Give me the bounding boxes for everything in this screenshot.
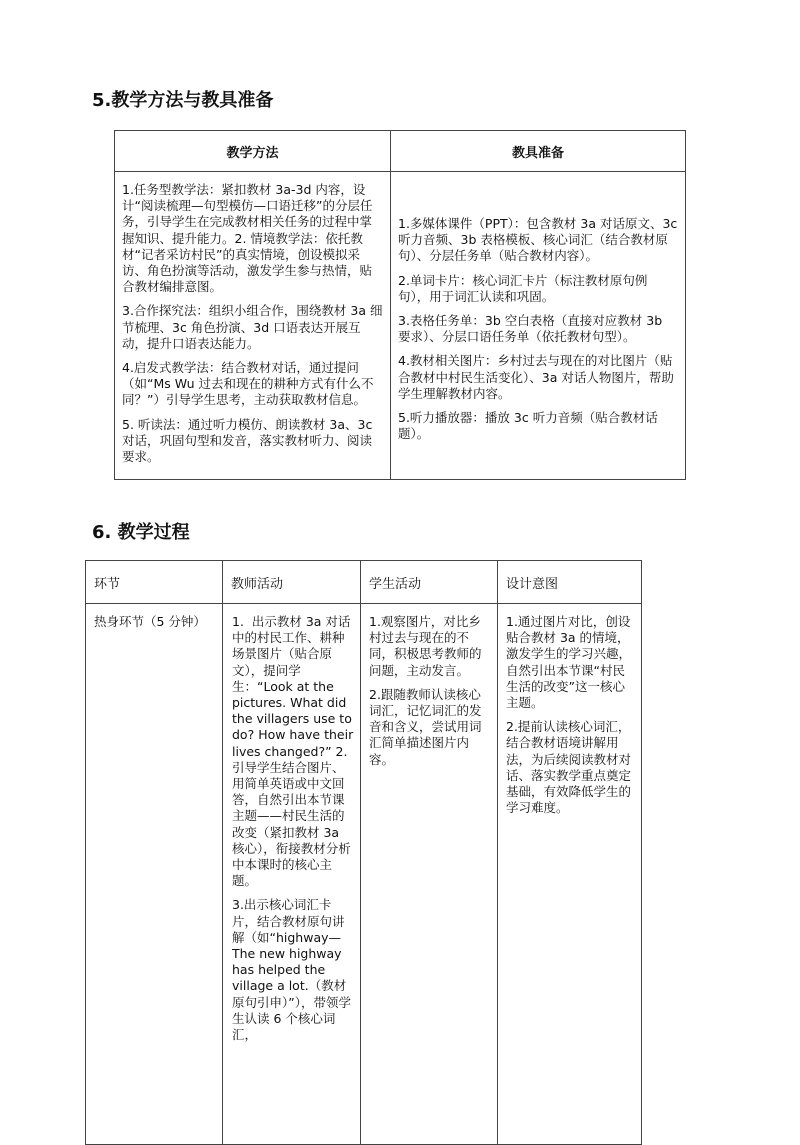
tools-cell: [391, 172, 686, 480]
method-item: 3.合作探究法：组织小组合作，围绕教材 3a 细节梳理、3c 角色扮演、3d 口语表达开展互动，提升口语表达能力。: [122, 303, 383, 351]
header-stage: 环节: [86, 561, 223, 604]
section-6-title: 6. 教学过程: [92, 522, 190, 543]
methods-cell: [115, 172, 391, 480]
header-student-activity: 学生活动: [361, 561, 498, 604]
teacher-activity-item: 1. 出示教材 3a 对话中的村民工作、耕种场景图片（贴合原文），提问学生：“Look at the pictures. What did the villagers use to do? How have their lives changed?” 2. 引导学生结合图片、用简单英语或中文回答，自然引出本节课主题——村民生活的改变（紧扣教材 3a 核心），衔接教材分析中本课时的核心主题。: [232, 614, 354, 889]
student-activity-cell: [361, 604, 498, 1145]
stage-cell: [86, 604, 223, 1145]
header-tools: 教具准备: [391, 131, 686, 172]
student-activity-item: 1.观察图片，对比乡村过去与现在的不同，积极思考教师的问题，主动发言。: [369, 614, 482, 678]
method-item: 1.任务型教学法：紧扣教材 3a-3d 内容，设计“阅读梳理—句型模仿—口语迁移”的分层任务，引导学生在完成教材相关任务的过程中掌握知识、提升能力。2. 情境教学法：依托教材“记者采访村民”的真实情境，创设模拟采访、角色扮演等活动，激发学生参与热情，贴合教材编排意图。: [122, 182, 373, 295]
tool-item: 4.教材相关图片：乡村过去与现在的对比图片（贴合教材中村民生活变化）、3a 对话人物图片，帮助学生理解教材内容。: [398, 353, 674, 401]
method-item: 5. 听读法：通过听力模仿、朗读教材 3a、3c 对话，巩固句型和发音，落实教材听力、阅读要求。: [122, 416, 373, 465]
design-intent-item: 1.通过图片对比，创设贴合教材 3a 的情境，激发学生的学习兴趣，自然引出本节课“村民生活的改变”这一核心主题。: [506, 614, 632, 711]
tool-item: 3.表格任务单：3b 空白表格（直接对应教材 3b 要求）、分层口语任务单（依托教材句型）。: [398, 313, 663, 345]
table-row: [86, 604, 642, 1145]
header-methods: 教学方法: [115, 131, 391, 172]
teacher-activity-cell: [223, 604, 361, 1145]
stage-label: 热身环节（5 分钟）: [94, 614, 206, 629]
design-intent-cell: [498, 604, 642, 1145]
tool-item: 1.多媒体课件（PPT）：包含教材 3a 对话原文、3c 听力音频、3b 表格模板、核心词汇（结合教材原句）、分层任务单（贴合教材内容）。: [398, 216, 678, 264]
method-item: 4.启发式教学法：结合教材对话，通过提问（如“Ms Wu 过去和现在的耕种方式有什么不同？”）引导学生思考，主动获取教材信息。: [122, 360, 374, 408]
tool-item: 2.单词卡片：核心词汇卡片（标注教材原句例句），用于词汇认读和巩固。: [398, 272, 648, 304]
design-intent-item: 2.提前认读核心词汇，结合教材语境讲解用法，为后续阅读教材对话、落实教学重点奠定基础，有效降低学生的学习难度。: [506, 719, 632, 816]
methods-tools-table: [114, 130, 686, 480]
header-design-intent: 设计意图: [498, 561, 642, 604]
tool-item: 5.听力播放器：播放 3c 听力音频（贴合教材话题）。: [398, 410, 658, 442]
section-5-title: 5.教学方法与教具准备: [92, 90, 274, 111]
student-activity-item: 2.跟随教师认读核心词汇，记忆词汇的发音和含义，尝试用词汇简单描述图片内容。: [369, 686, 482, 767]
teacher-activity-item: 3.出示核心词汇卡片，结合教材原句讲解（如“highway—The new highway has helped the village a lot.（教材原句引申）”），带领学生认读 6 个核心词汇，: [232, 897, 351, 1043]
header-teacher-activity: 教师活动: [223, 561, 361, 604]
teaching-process-table: [85, 560, 642, 1145]
